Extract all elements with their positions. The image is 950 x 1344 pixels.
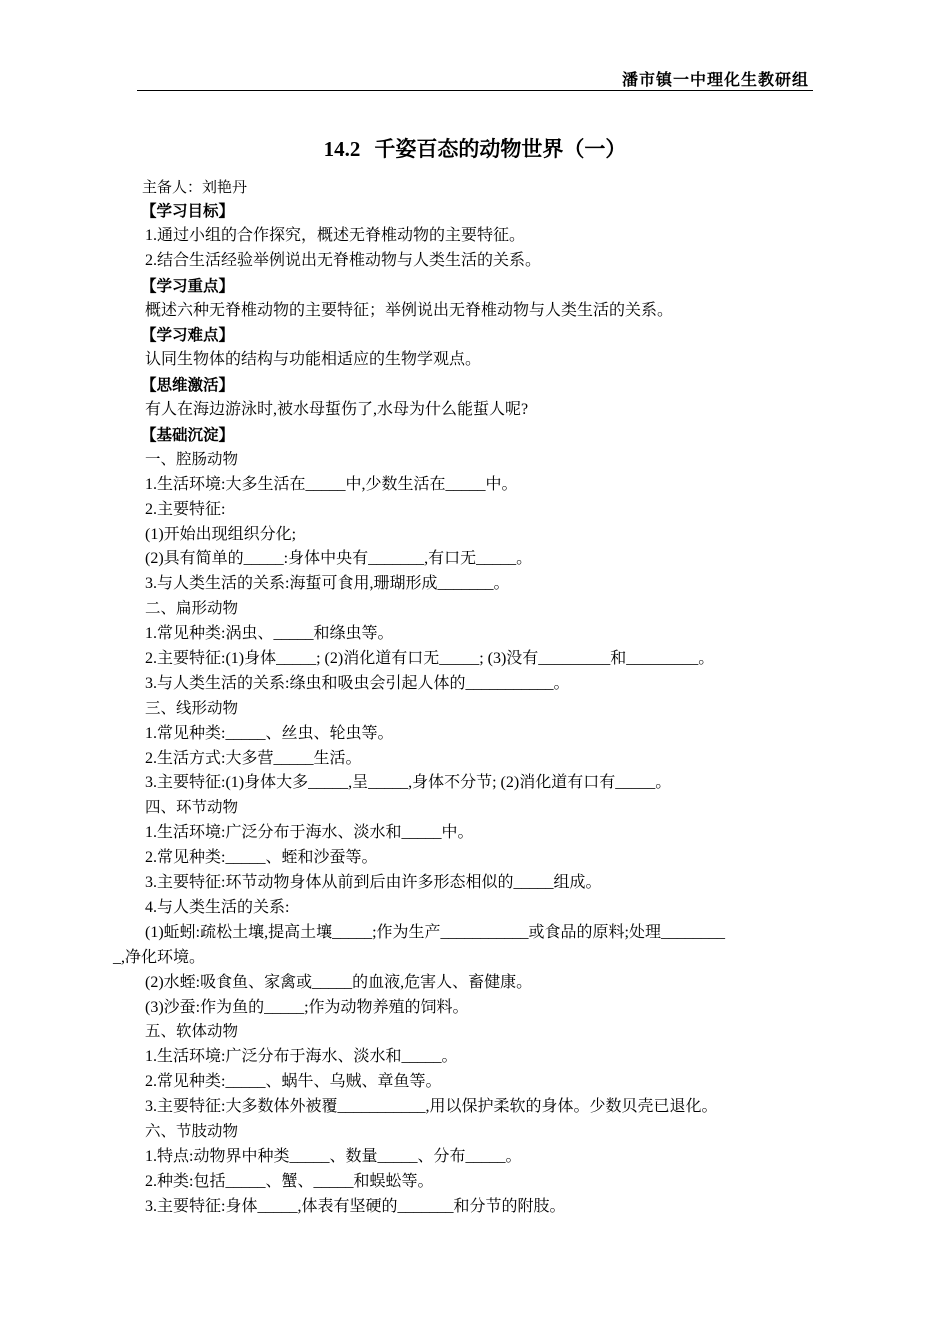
worksheet-line — [113, 946, 860, 971]
worksheet-line-text: 3.主要特征:身体_____,体表有坚硬的_______和分节的附肢。 — [145, 1197, 566, 1215]
worksheet-line-text: 2.生活方式:大多营_____生活。 — [145, 749, 362, 767]
worksheet-line-text: 3.主要特征:大多数体外被覆___________,用以保护柔软的身体。少数贝壳已退化。 — [145, 1098, 718, 1116]
section-heading — [141, 373, 860, 398]
worksheet-line — [145, 771, 860, 796]
worksheet-line — [145, 672, 860, 697]
worksheet-line — [145, 622, 860, 647]
worksheet-line — [145, 1045, 860, 1070]
worksheet-line — [145, 249, 860, 274]
worksheet-line — [145, 498, 860, 523]
worksheet-body — [113, 199, 860, 1220]
worksheet-line-text: (3)沙蚕:作为鱼的_____;作为动物养殖的饲料。 — [145, 998, 469, 1016]
section-heading-text: 【学习目标】 — [141, 202, 235, 220]
worksheet-line — [145, 1095, 860, 1120]
worksheet-line — [145, 523, 860, 548]
subsection-heading — [145, 1020, 860, 1045]
worksheet-line-text: 1.常见种类:涡虫、_____和绦虫等。 — [145, 625, 394, 643]
worksheet-line-text: 1.生活环境:广泛分布于海水、淡水和_____中。 — [145, 824, 474, 842]
worksheet-line-text: 4.与人类生活的关系: — [145, 898, 290, 916]
worksheet-line — [145, 1170, 860, 1195]
worksheet-line — [145, 921, 860, 946]
section-heading — [141, 323, 860, 348]
worksheet-line-text: (1)开始出现组织分化; — [145, 525, 297, 543]
worksheet-line-text: (2)水蛭:吸食鱼、家禽或_____的血液,危害人、畜健康。 — [145, 973, 533, 991]
section-heading-text: 【基础沉淀】 — [141, 426, 235, 445]
worksheet-line — [145, 348, 860, 373]
worksheet-line — [145, 747, 860, 772]
page-header — [137, 66, 813, 91]
section-heading-text: 【学习重点】 — [141, 276, 235, 295]
worksheet-line-text: 2.结合生活经验举例说出无脊椎动物与人类生活的关系。 — [145, 251, 542, 269]
worksheet-line-text: (1)蚯蚓:疏松土壤,提高土壤_____;作为生产___________或食品的原料;处理________ — [145, 923, 725, 941]
worksheet-line-text: 概述六种无脊椎动物的主要特征；举例说出无脊椎动物与人类生活的关系。 — [145, 301, 674, 319]
worksheet-line — [145, 299, 860, 324]
worksheet-line — [145, 647, 860, 672]
worksheet-line-text: 1.生活环境:大多生活在_____中,少数生活在_____中。 — [145, 475, 518, 493]
page-title — [0, 133, 950, 163]
subsection-heading-text: 四、环节动物 — [145, 799, 239, 817]
title-number: 14.2 — [323, 137, 361, 161]
subsection-heading — [145, 697, 860, 722]
worksheet-line-text: 3.主要特征:环节动物身体从前到后由许多形态相似的_____组成。 — [145, 874, 602, 892]
worksheet-line-text: 2.主要特征:(1)身体_____; (2)消化道有口无_____; (3)没有_________和_________。 — [145, 650, 715, 668]
worksheet-line — [145, 473, 860, 498]
worksheet-line-text: 1.常见种类:_____、丝虫、轮虫等。 — [145, 724, 394, 742]
subsection-heading — [145, 1120, 860, 1145]
subsection-heading — [145, 796, 860, 821]
worksheet-line-text: 2.主要特征: — [145, 500, 226, 518]
worksheet-line-text: 2.种类:包括_____、蟹、_____和蜈蚣等。 — [145, 1172, 434, 1190]
title-text: 千姿百态的动物世界（一） — [374, 137, 627, 161]
worksheet-line — [145, 821, 860, 846]
worksheet-line-text: 认同生物体的结构与功能相适应的生物学观点。 — [145, 351, 482, 369]
worksheet-line — [145, 224, 860, 249]
worksheet-line-text: 1.生活环境:广泛分布于海水、淡水和_____。 — [145, 1048, 458, 1066]
worksheet-line-text: 有人在海边游泳时,被水母蜇伤了,水母为什么能蜇人呢? — [145, 401, 529, 419]
author-line: 主备人：刘艳丹 — [142, 178, 248, 196]
worksheet-line — [145, 846, 860, 871]
worksheet-line-text: 3.与人类生活的关系:绦虫和吸虫会引起人体的___________。 — [145, 674, 570, 692]
worksheet-line-text: 2.常见种类:_____、蛭和沙蚕等。 — [145, 849, 378, 867]
worksheet-line-text: (2)具有简单的_____:身体中央有_______,有口无_____。 — [145, 550, 533, 568]
section-heading-text: 【思维激活】 — [141, 376, 235, 395]
subsection-heading-text: 六、节肢动物 — [145, 1122, 239, 1140]
worksheet-line — [145, 871, 860, 896]
subsection-heading-text: 三、线形动物 — [145, 699, 239, 717]
worksheet-line-text: 2.常见种类:_____、蜗牛、乌贼、章鱼等。 — [145, 1073, 442, 1091]
worksheet-line — [145, 572, 860, 597]
section-heading — [141, 199, 860, 224]
worksheet-line-text: 1.特点:动物界中种类_____、数量_____、分布_____。 — [145, 1147, 522, 1165]
worksheet-line-text: _,净化环境。 — [113, 948, 206, 966]
subsection-heading — [145, 448, 860, 473]
section-heading-text: 【学习难点】 — [141, 326, 235, 345]
worksheet-line — [145, 996, 860, 1021]
subsection-heading — [145, 597, 860, 622]
worksheet-line-text: 1.通过小组的合作探究，概述无脊椎动物的主要特征。 — [145, 226, 526, 244]
header-org: 潘市镇一中理化生教研组 — [621, 70, 809, 89]
section-heading — [141, 423, 860, 448]
subsection-heading-text: 五、软体动物 — [145, 1023, 239, 1041]
section-heading — [141, 274, 860, 299]
worksheet-line — [145, 398, 860, 423]
worksheet-line — [145, 547, 860, 572]
subsection-heading-text: 一、腔肠动物 — [145, 450, 239, 468]
worksheet-line — [145, 1070, 860, 1095]
worksheet-line — [145, 722, 860, 747]
worksheet-line — [145, 896, 860, 921]
subsection-heading-text: 二、扁形动物 — [145, 600, 239, 618]
worksheet-line-text: 3.主要特征:(1)身体大多_____,呈_____,身体不分节; (2)消化道有口有_____。 — [145, 774, 672, 792]
worksheet-line-text: 3.与人类生活的关系:海蜇可食用,珊瑚形成_______。 — [145, 575, 510, 593]
worksheet-line — [145, 1195, 860, 1220]
worksheet-line — [145, 1145, 860, 1170]
worksheet-line — [145, 971, 860, 996]
